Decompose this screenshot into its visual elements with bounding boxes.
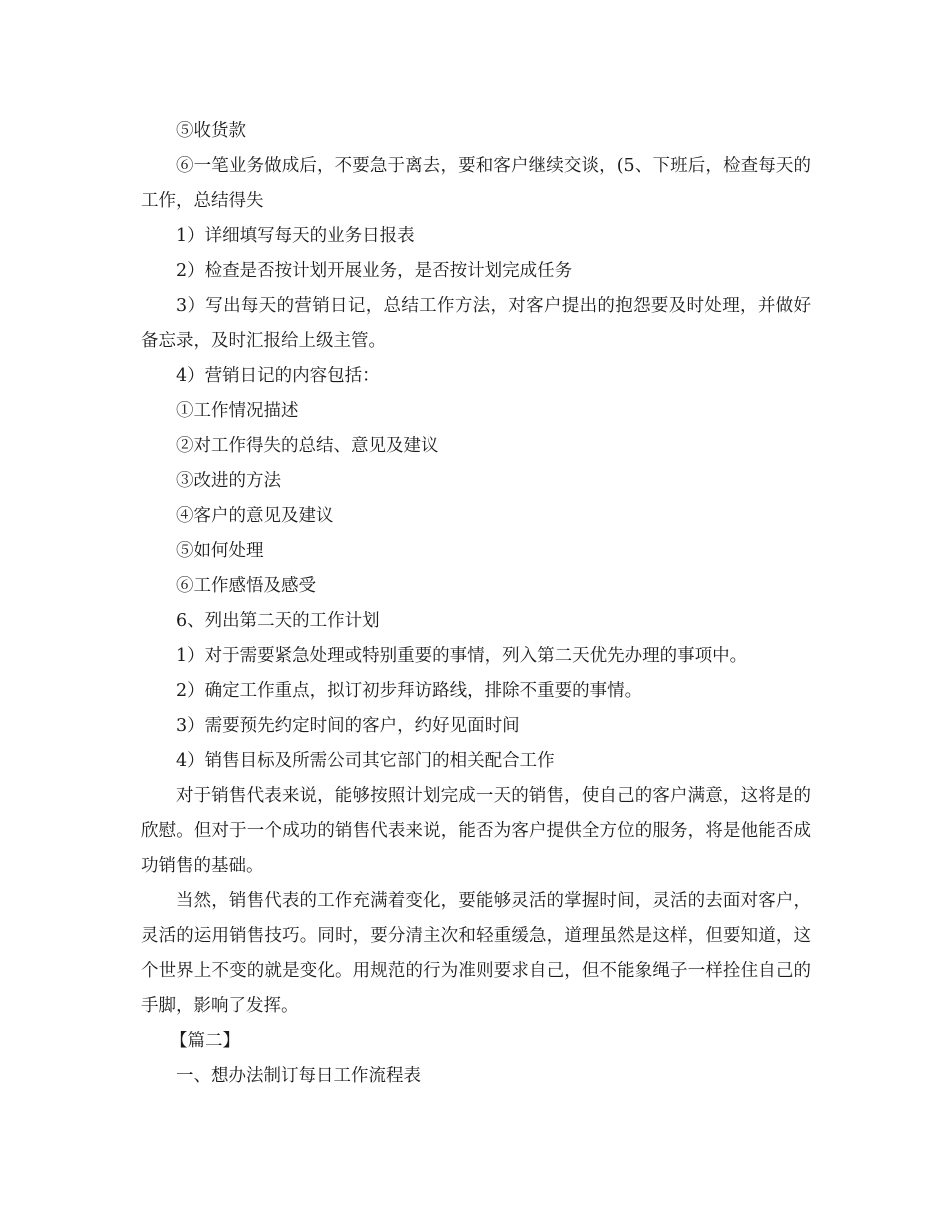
paragraph-9: ③改进的方法 bbox=[176, 471, 281, 491]
paragraph-2: ⑥一笔业务做成后，不要急于离去，要和客户继续交谈，(5、下班后，检查每天的工作，总结得失 bbox=[141, 156, 811, 211]
paragraph-1: ⑤收货款 bbox=[176, 121, 246, 141]
paragraph-11: ⑤如何处理 bbox=[176, 541, 264, 561]
paragraph-7: ①工作情况描述 bbox=[176, 401, 299, 421]
paragraph-12: ⑥工作感悟及感受 bbox=[176, 576, 316, 596]
paragraph-4: 2）检查是否按计划开展业务，是否按计划完成任务 bbox=[176, 261, 573, 281]
paragraph-10: ④客户的意见及建议 bbox=[176, 506, 334, 526]
paragraph-18: 对于销售代表来说，能够按照计划完成一天的销售，使自己的客户满意，这将是的欣慰。但对于一个成功的销售代表来说，能否为客户提供全方位的服务，将是他能否成功销售的基础。 bbox=[141, 786, 811, 876]
paragraph-6: 4）营销日记的内容包括： bbox=[176, 366, 380, 386]
paragraph-21: 一、想办法制订每日工作流程表 bbox=[176, 1066, 421, 1086]
paragraph-15: 2）确定工作重点，拟订初步拜访路线，排除不重要的事情。 bbox=[176, 681, 643, 701]
paragraph-14: 1）对于需要紧急处理或特别重要的事情，列入第二天优先办理的事项中。 bbox=[176, 646, 748, 666]
paragraph-8: ②对工作得失的总结、意见及建议 bbox=[176, 436, 439, 456]
paragraph-3: 1）详细填写每天的业务日报表 bbox=[176, 226, 415, 246]
paragraph-13: 6、列出第二天的工作计划 bbox=[176, 611, 380, 631]
paragraph-17: 4）销售目标及所需公司其它部门的相关配合工作 bbox=[176, 751, 555, 771]
paragraph-5: 3）写出每天的营销日记，总结工作方法，对客户提出的抱怨要及时处理，并做好备忘录，及时汇报给上级主管。 bbox=[141, 296, 811, 351]
section-heading: 【篇二】 bbox=[170, 1031, 240, 1051]
document-body bbox=[141, 114, 811, 1094]
paragraph-16: 3）需要预先约定时间的客户，约好见面时间 bbox=[176, 716, 520, 736]
paragraph-19: 当然，销售代表的工作充满着变化，要能够灵活的掌握时间，灵活的去面对客户，灵活的运用销售技巧。同时，要分清主次和轻重缓急，道理虽然是这样，但要知道，这个世界上不变的就是变化。用规范的行为准则要求自己，但不能象绳子一样拴住自己的手脚，影响了发挥。 bbox=[141, 891, 811, 1016]
